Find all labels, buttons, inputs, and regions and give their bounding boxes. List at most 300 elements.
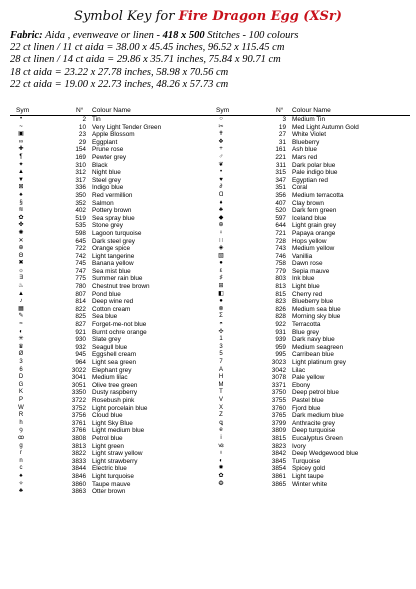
symbol-cell: ✺	[18, 229, 24, 236]
number-cell: 407	[275, 199, 286, 207]
colour-name-cell: Sea spray blue	[92, 214, 135, 222]
table-row	[210, 154, 410, 162]
colour-name-cell: Light porcelain blue	[92, 404, 148, 412]
table-row	[210, 313, 410, 321]
number-cell: 161	[275, 146, 286, 154]
colour-name-cell: Electric blue	[92, 465, 127, 473]
symbol-cell: •	[19, 116, 23, 122]
symbol-cell: 3	[219, 343, 223, 350]
colour-name-cell: Papaya orange	[292, 229, 336, 237]
number-cell: 3765	[271, 412, 286, 420]
colour-name-cell: Anthracite grey	[292, 419, 335, 427]
colour-name-cell: Sea blue	[92, 313, 118, 321]
number-cell: 3845	[271, 457, 286, 465]
number-cell: 312	[75, 169, 86, 177]
number-cell: 931	[275, 328, 286, 336]
symbol-cell: ♛	[18, 343, 24, 350]
table-row	[10, 344, 210, 352]
symbol-cell: ꝯ	[19, 427, 23, 434]
symbol-cell: Ø	[18, 351, 24, 358]
number-cell: 3861	[271, 472, 286, 480]
symbol-cell: ∂	[219, 184, 223, 191]
symbol-cell: ✖	[18, 260, 24, 267]
table-row	[10, 245, 210, 253]
colour-name-cell: Sepia mauve	[292, 267, 330, 275]
header-num: N°	[276, 107, 284, 114]
number-cell: 728	[275, 237, 286, 245]
symbol-cell: ◈	[218, 245, 224, 252]
table-row	[10, 268, 210, 276]
table-row	[10, 420, 210, 428]
colour-name-cell: Clay brown	[292, 199, 324, 207]
number-cell: 356	[275, 191, 286, 199]
symbol-cell: ♀	[218, 229, 224, 236]
number-cell: 746	[275, 252, 286, 260]
number-cell: 3799	[271, 419, 286, 427]
colour-name-cell: Chestnut tree brown	[92, 283, 150, 291]
colour-name-cell: Medium lilac	[92, 374, 128, 382]
colour-name-cell: Indigo blue	[92, 184, 124, 192]
colour-name-cell: Ash blue	[292, 146, 317, 154]
number-cell: 3844	[71, 465, 86, 473]
symbol-cell: ♠	[19, 472, 23, 479]
colour-name-cell: Deep turquoise	[292, 427, 336, 435]
number-cell: 807	[75, 290, 86, 298]
colour-name-cell: Dawn rose	[292, 260, 323, 268]
symbol-cell: ✦	[18, 161, 24, 168]
symbol-cell: ~	[19, 123, 23, 130]
title-prefix: Symbol Key for	[74, 9, 179, 24]
colour-name-cell: Fjord blue	[292, 404, 321, 412]
colour-name-cell: Pale yellow	[292, 374, 325, 382]
symbol-cell: ♪	[19, 298, 23, 305]
colour-name-cell: Pewter grey	[92, 153, 127, 161]
colour-name-cell: Eggshell cream	[92, 351, 137, 359]
table-row	[210, 215, 410, 223]
colour-name-cell: Medium seagreen	[292, 343, 344, 351]
colour-name-cell: Apple Blossom	[92, 131, 135, 139]
colour-name-cell: Night blue	[92, 169, 121, 177]
table-row	[210, 389, 410, 397]
number-cell: 598	[75, 229, 86, 237]
number-cell: 311	[275, 161, 286, 169]
number-cell: 3822	[71, 450, 86, 458]
symbol-cell: ♁	[218, 450, 224, 457]
table-row	[10, 253, 210, 261]
right-column	[210, 116, 410, 488]
colour-name-cell: Otter brown	[92, 488, 126, 496]
number-cell: 19	[278, 123, 286, 131]
colour-name-cell: Ebony	[292, 381, 311, 389]
table-row	[10, 124, 210, 132]
symbol-cell: ♂	[218, 153, 224, 160]
colour-name-cell: Olive tree green	[92, 381, 138, 389]
symbol-cell: R	[18, 412, 24, 419]
colour-name-cell: Black	[92, 161, 108, 169]
colour-name-cell: Burnt ochre orange	[92, 328, 147, 336]
colour-name-cell: Medium sea blue	[292, 305, 341, 313]
table-row	[210, 200, 410, 208]
table-row	[210, 253, 410, 261]
table-row	[10, 275, 210, 283]
header-sym: Sym	[216, 107, 230, 114]
number-cell: 3756	[71, 412, 86, 420]
number-cell: 3815	[271, 434, 286, 442]
symbol-cell: §	[19, 199, 23, 206]
number-cell: 722	[75, 245, 86, 253]
symbol-cell: T	[219, 389, 223, 396]
number-cell: 3860	[71, 480, 86, 488]
number-cell: 780	[75, 283, 86, 291]
table-row	[210, 473, 410, 481]
table-row	[10, 321, 210, 329]
number-cell: 3842	[271, 450, 286, 458]
symbol-cell: g	[19, 442, 23, 449]
colour-name-cell: Sea mist blue	[92, 267, 131, 275]
table-row	[10, 329, 210, 337]
colour-name-cell: Light turquoise	[92, 472, 134, 480]
table-row	[210, 238, 410, 246]
number-cell: 3846	[71, 472, 86, 480]
number-cell: 169	[75, 153, 86, 161]
colour-name-cell: Lagoon turquoise	[92, 229, 142, 237]
number-cell: 3722	[71, 396, 86, 404]
table-row	[10, 207, 210, 215]
fabric-info	[10, 30, 410, 91]
colour-name-cell: Cherry red	[292, 290, 323, 298]
symbol-cell: ♯	[219, 275, 223, 282]
table-row	[10, 367, 210, 375]
table-row	[10, 306, 210, 314]
table-row	[10, 458, 210, 466]
table-row	[10, 169, 210, 177]
table-row	[10, 382, 210, 390]
colour-name-cell: Blue grey	[292, 328, 319, 336]
symbol-cell: ꝗ	[219, 419, 223, 426]
number-cell: 945	[75, 351, 86, 359]
colour-name-cell: Winter white	[292, 480, 328, 488]
page-title	[0, 9, 416, 25]
symbol-cell: ✤	[18, 222, 24, 229]
number-cell: 930	[75, 336, 86, 344]
table-row	[210, 268, 410, 276]
number-cell: 823	[275, 298, 286, 306]
colour-name-cell: Light Sky Blue	[92, 419, 133, 427]
colour-name-cell: Banana yellow	[92, 260, 134, 268]
table-row	[10, 200, 210, 208]
colour-name-cell: Mars red	[292, 153, 318, 161]
number-cell: 351	[275, 184, 286, 192]
table-row	[10, 154, 210, 162]
table-row	[10, 139, 210, 147]
number-cell: 822	[75, 305, 86, 313]
symbol-cell: ✿	[18, 214, 24, 221]
symbol-cell: ♣	[19, 488, 23, 495]
symbol-cell: ●	[219, 298, 223, 305]
colour-name-cell: Egyptian red	[292, 176, 328, 184]
number-cell: 921	[75, 328, 86, 336]
number-cell: 27	[278, 131, 286, 139]
table-row	[10, 260, 210, 268]
colour-name-cell: Forget-me-not blue	[92, 321, 147, 329]
symbol-cell: K	[18, 389, 23, 396]
table-row	[210, 450, 410, 458]
symbol-cell: n	[19, 457, 23, 464]
table-row	[210, 291, 410, 299]
symbol-cell: ⊠	[18, 184, 24, 191]
number-cell: 352	[75, 199, 86, 207]
number-cell: 535	[75, 222, 86, 230]
table-row	[210, 116, 410, 124]
colour-name-cell: Eggplant	[92, 138, 118, 146]
colour-name-cell: Light sea green	[92, 359, 137, 366]
header-colour-name: Colour Name	[92, 107, 131, 114]
number-cell: 3760	[271, 404, 286, 412]
symbol-cell: c	[19, 465, 23, 472]
number-cell: 3833	[71, 457, 86, 465]
table-row	[10, 298, 210, 306]
colour-name-cell: Dark polar blue	[292, 161, 336, 169]
number-cell: 645	[75, 237, 86, 245]
colour-name-cell: Steel grey	[92, 176, 121, 184]
table-row	[210, 306, 410, 314]
symbol-cell: V	[218, 396, 223, 403]
symbol-cell: ▣	[18, 131, 24, 138]
colour-name-cell: Dark medium blue	[292, 412, 344, 420]
number-cell: 3078	[271, 374, 286, 382]
table-row	[10, 283, 210, 291]
table-row	[210, 382, 410, 390]
colour-name-cell: Light blue	[292, 283, 320, 291]
symbol-cell: ◆	[218, 214, 224, 221]
symbol-cell: Z	[219, 412, 223, 419]
symbol-cell: ✧	[18, 480, 24, 487]
symbol-cell: ✚	[18, 146, 24, 153]
table-row	[210, 435, 410, 443]
left-column	[10, 116, 210, 496]
colour-name-cell: Vanillia	[292, 252, 313, 260]
table-row	[210, 184, 410, 192]
colour-name-cell: Petrol blue	[92, 434, 123, 442]
colour-name-cell: Cotton cream	[92, 305, 131, 313]
symbol-cell: 6	[19, 366, 23, 373]
colour-name-cell: Carribean blue	[292, 351, 334, 359]
count-line: 22 ct aida = 19.00 x 22.73 inches, 48.26 x 57.73 cm	[10, 78, 229, 90]
colour-name-cell: Deep wine red	[92, 298, 134, 306]
number-cell: 743	[275, 245, 286, 253]
table-row	[210, 283, 410, 291]
symbol-cell: ꟃ	[218, 442, 224, 449]
symbol-cell: D	[18, 374, 24, 381]
number-cell: 3761	[71, 419, 86, 427]
colour-name-cell: Medium terracotta	[292, 191, 344, 199]
symbol-cell: ꝏ	[17, 434, 25, 441]
colour-name-cell: Very Light Tender Green	[92, 123, 162, 131]
colour-name-cell: Medium yellow	[292, 245, 335, 253]
table-row	[210, 177, 410, 185]
number-cell: 3809	[271, 427, 286, 435]
number-cell: 964	[75, 359, 86, 366]
title-pattern-name: Fire Dragon Egg (XSr)	[178, 9, 342, 24]
symbol-cell: ◐	[19, 328, 23, 335]
table-row	[210, 298, 410, 306]
table-row	[210, 420, 410, 428]
number-cell: 995	[275, 351, 286, 359]
header-colour-name: Colour Name	[292, 107, 331, 114]
symbol-cell: +	[219, 146, 223, 153]
table-row	[10, 177, 210, 185]
table-row	[210, 397, 410, 405]
symbol-cell: ○	[219, 116, 223, 122]
colour-name-cell: Ivory	[292, 442, 306, 450]
colour-name-cell: Ink blue	[292, 275, 315, 283]
number-cell: 31	[278, 138, 286, 146]
colour-name-cell: Light platinum grey	[292, 359, 346, 366]
table-row	[210, 245, 410, 253]
symbol-cell: H	[218, 374, 224, 381]
table-row	[10, 465, 210, 473]
symbol-cell: ¶	[19, 153, 23, 160]
number-cell: 3023	[271, 359, 286, 366]
number-cell: 23	[78, 131, 86, 139]
symbol-cell: ♣	[219, 207, 223, 214]
symbol-cell: ⊗	[218, 305, 224, 312]
symbol-cell: e	[219, 427, 223, 434]
table-row	[10, 351, 210, 359]
table-row	[10, 238, 210, 246]
number-cell: 315	[275, 169, 286, 177]
table-row	[210, 412, 410, 420]
symbol-cell: G	[18, 381, 24, 388]
number-cell: 747	[75, 267, 86, 275]
number-cell: 3051	[71, 381, 86, 389]
table-row	[10, 131, 210, 139]
number-cell: 814	[75, 298, 86, 306]
colour-name-cell: Hops yellow	[292, 237, 327, 245]
table-row	[210, 124, 410, 132]
number-cell: 3041	[71, 374, 86, 382]
number-cell: 3808	[71, 434, 86, 442]
table-row	[210, 367, 410, 375]
number-cell: 745	[75, 260, 86, 268]
symbol-cell: r	[20, 450, 22, 457]
colour-name-cell: Light green	[92, 442, 124, 450]
table-row	[10, 336, 210, 344]
number-cell: 221	[275, 153, 286, 161]
symbol-cell: ≋	[18, 207, 24, 214]
header-num: N°	[76, 107, 84, 114]
count-line: 22 ct linen / 11 ct aida = 38.00 x 45.45 inches, 96.52 x 115.45 cm	[10, 42, 285, 54]
table-row	[10, 374, 210, 382]
table-row	[210, 374, 410, 382]
colour-name-cell: Light taupe	[292, 472, 324, 480]
number-cell: 3350	[71, 389, 86, 397]
number-cell: 317	[75, 176, 86, 184]
table-row	[10, 412, 210, 420]
symbol-cell: A	[218, 366, 223, 373]
colour-name-cell: Light grain grey	[292, 222, 337, 230]
number-cell: 350	[75, 191, 86, 199]
number-cell: 336	[75, 184, 86, 192]
number-cell: 922	[275, 321, 286, 329]
colour-name-cell: Terracotta	[292, 321, 321, 329]
table-row	[10, 192, 210, 200]
symbol-cell: ♥	[219, 176, 223, 183]
number-cell: 932	[75, 343, 86, 351]
table-row	[10, 389, 210, 397]
colour-name-cell: Pond blue	[92, 290, 121, 298]
colour-name-cell: Morning sky blue	[292, 313, 341, 321]
symbol-cell: 7	[219, 359, 223, 365]
count-line: 28 ct linen / 14 ct aida = 29.86 x 35.71 inches, 75.84 x 90.71 cm	[10, 54, 281, 66]
symbol-cell: ♠	[19, 191, 23, 198]
colour-name-cell: Blueberry	[292, 138, 320, 146]
colour-name-cell: Eucalyptus Green	[292, 434, 343, 442]
number-cell: 827	[75, 321, 86, 329]
colour-name-cell: Medium Tin	[292, 116, 326, 123]
table-row	[210, 359, 410, 367]
table-row	[10, 116, 210, 124]
number-cell: 519	[75, 214, 86, 222]
symbol-cell: ∞	[18, 138, 24, 145]
table-row	[210, 458, 410, 466]
table-row	[10, 162, 210, 170]
table-row	[210, 192, 410, 200]
colour-name-cell: Spicey gold	[292, 465, 326, 473]
fabric-rest: Stitches - 100 colours	[204, 30, 299, 41]
count-line: 18 ct aida = 23.22 x 27.78 inches, 58.98 x 70.56 cm	[10, 66, 229, 78]
table-row	[10, 313, 210, 321]
header-sym: Sym	[16, 107, 30, 114]
number-cell: 3752	[71, 404, 86, 412]
number-cell: 3	[282, 116, 286, 123]
colour-name-cell: Deep petrol blue	[292, 389, 339, 397]
table-row	[210, 351, 410, 359]
number-cell: 347	[275, 176, 286, 184]
symbol-cell: ▦	[18, 305, 24, 312]
colour-name-cell: Deep Wedgewood blue	[292, 450, 359, 458]
number-cell: 154	[75, 146, 86, 154]
colour-name-cell: Rosebush pink	[92, 396, 135, 404]
table-row	[10, 397, 210, 405]
colour-name-cell: Slate grey	[92, 336, 121, 344]
colour-name-cell: Light straw yellow	[92, 450, 143, 458]
symbol-cell: ✸	[218, 465, 224, 472]
symbol-cell: i	[220, 434, 222, 441]
colour-name-cell: Stone grey	[92, 222, 123, 230]
number-cell: 2	[82, 116, 86, 123]
symbol-cell: ☼	[18, 267, 24, 274]
symbol-cell: 5	[219, 351, 223, 358]
symbol-cell: ♨	[18, 283, 24, 290]
table-row	[10, 215, 210, 223]
number-cell: 3823	[271, 442, 286, 450]
symbol-cell: ▼	[18, 176, 24, 183]
symbol-cell: Θ	[18, 252, 24, 259]
table-row	[210, 405, 410, 413]
number-cell: 310	[75, 161, 86, 169]
table-row	[210, 162, 410, 170]
colour-name-cell: Dark navy blue	[292, 336, 335, 344]
colour-name-cell: Salmon	[92, 199, 114, 207]
number-cell: 3750	[271, 389, 286, 397]
number-cell: 721	[275, 229, 286, 237]
number-cell: 3854	[271, 465, 286, 473]
number-cell: 758	[275, 260, 286, 268]
number-cell: 3766	[71, 427, 86, 435]
symbol-cell: 1	[219, 336, 223, 343]
table-row	[210, 336, 410, 344]
